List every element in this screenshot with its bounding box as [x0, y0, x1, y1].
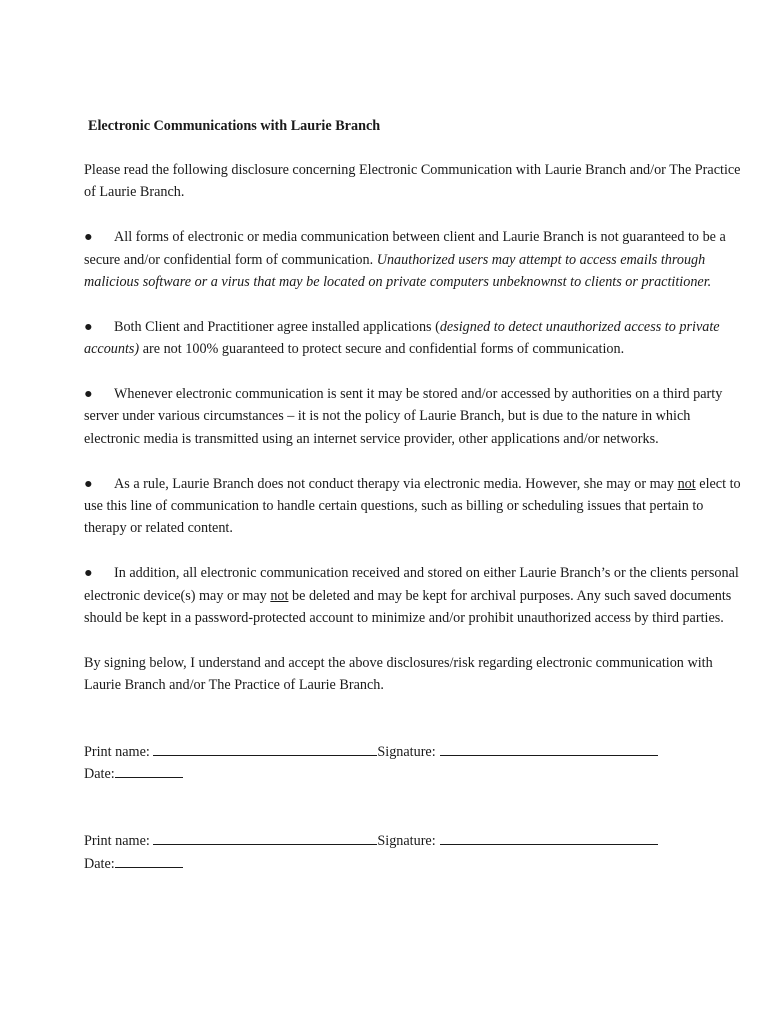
signature-block-1 — [84, 741, 744, 786]
print-name-label: Print name: — [84, 743, 150, 760]
date-field[interactable] — [115, 763, 183, 778]
bullet-3 — [84, 383, 744, 450]
bullet-2-text: Both Client and Practitioner agree installed applications ( — [114, 318, 440, 335]
bullet-4-text: As a rule, Laurie Branch does not conduct therapy via electronic media. However, she may or may — [114, 475, 678, 492]
bullet-4-text-end: elect to use this line of communication to handle certain questions, such as billing or scheduling issues that pertain to therapy or related content. — [84, 475, 741, 537]
bullet-2 — [84, 316, 744, 361]
signature-row — [84, 741, 744, 763]
bullet-1 — [84, 226, 744, 293]
bullet-dot: ● — [84, 565, 93, 582]
date-label: Date: — [84, 855, 115, 872]
date-label: Date: — [84, 766, 115, 783]
signature-field[interactable] — [440, 741, 658, 756]
bullet-dot: ● — [84, 318, 93, 335]
bullet-5-text: In addition, all electronic communication received and stored on either Laurie Branch’s or the clients personal electronic device(s) may or may — [84, 565, 739, 604]
bullet-1-text: All forms of electronic or media communication between client and Laurie Branch is not guaranteed to be a secure and/or confidential form of communication. — [84, 229, 726, 268]
bullet-3-text: Whenever electronic communication is sent it may be stored and/or accessed by authorities on a third party server under various circumstances – it is not the policy of Laurie Branch, but is due to the nature in which electronic media is transmitted using an internet service provider, other applications and/or networks. — [84, 386, 723, 447]
bullet-5-underlined: not — [270, 587, 289, 604]
bullet-5 — [84, 562, 744, 629]
print-name-label: Print name: — [84, 833, 150, 850]
signature-row — [84, 830, 744, 852]
date-row — [84, 853, 744, 875]
signature-label: Signature: — [377, 833, 436, 850]
bullet-5-text-end: be deleted and may be kept for archival purposes. Any such saved documents should be kept in a password-protected account to minimize and/or prohibit unauthorized access by third parties. — [84, 587, 732, 627]
bullet-1-italic: Unauthorized users may attempt to access emails through malicious software or a virus that may be located on private computers unbeknownst to clients or practitioner. — [84, 251, 712, 291]
intro-paragraph: Please read the following disclosure concerning Electronic Communication with Laurie Branch and/or The Practice of Laurie Branch. — [84, 162, 741, 201]
bullet-2-text-end: are not 100% guaranteed to protect secure and confidential forms of communication. — [139, 341, 625, 358]
disclosure-document — [84, 116, 744, 875]
bullet-4-underlined: not — [677, 475, 696, 492]
print-name-field[interactable] — [153, 741, 377, 756]
closing-paragraph: By signing below, I understand and accept the above disclosures/risk regarding electronic communication with Laurie Branch and/or The Practice of Laurie Branch. — [84, 654, 713, 694]
signature-label: Signature: — [377, 743, 436, 760]
date-row — [84, 763, 744, 785]
bullet-dot: ● — [84, 386, 93, 403]
print-name-field[interactable] — [153, 830, 377, 845]
document-title: Electronic Communications with Laurie Branch — [88, 118, 381, 134]
date-field[interactable] — [115, 853, 183, 868]
bullet-2-italic: designed to detect unauthorized access to private accounts) — [84, 318, 720, 358]
signature-block-2 — [84, 830, 744, 875]
bullet-dot: ● — [84, 475, 93, 492]
signature-field[interactable] — [440, 830, 658, 845]
bullet-4 — [84, 473, 744, 540]
bullet-dot: ● — [84, 229, 93, 246]
